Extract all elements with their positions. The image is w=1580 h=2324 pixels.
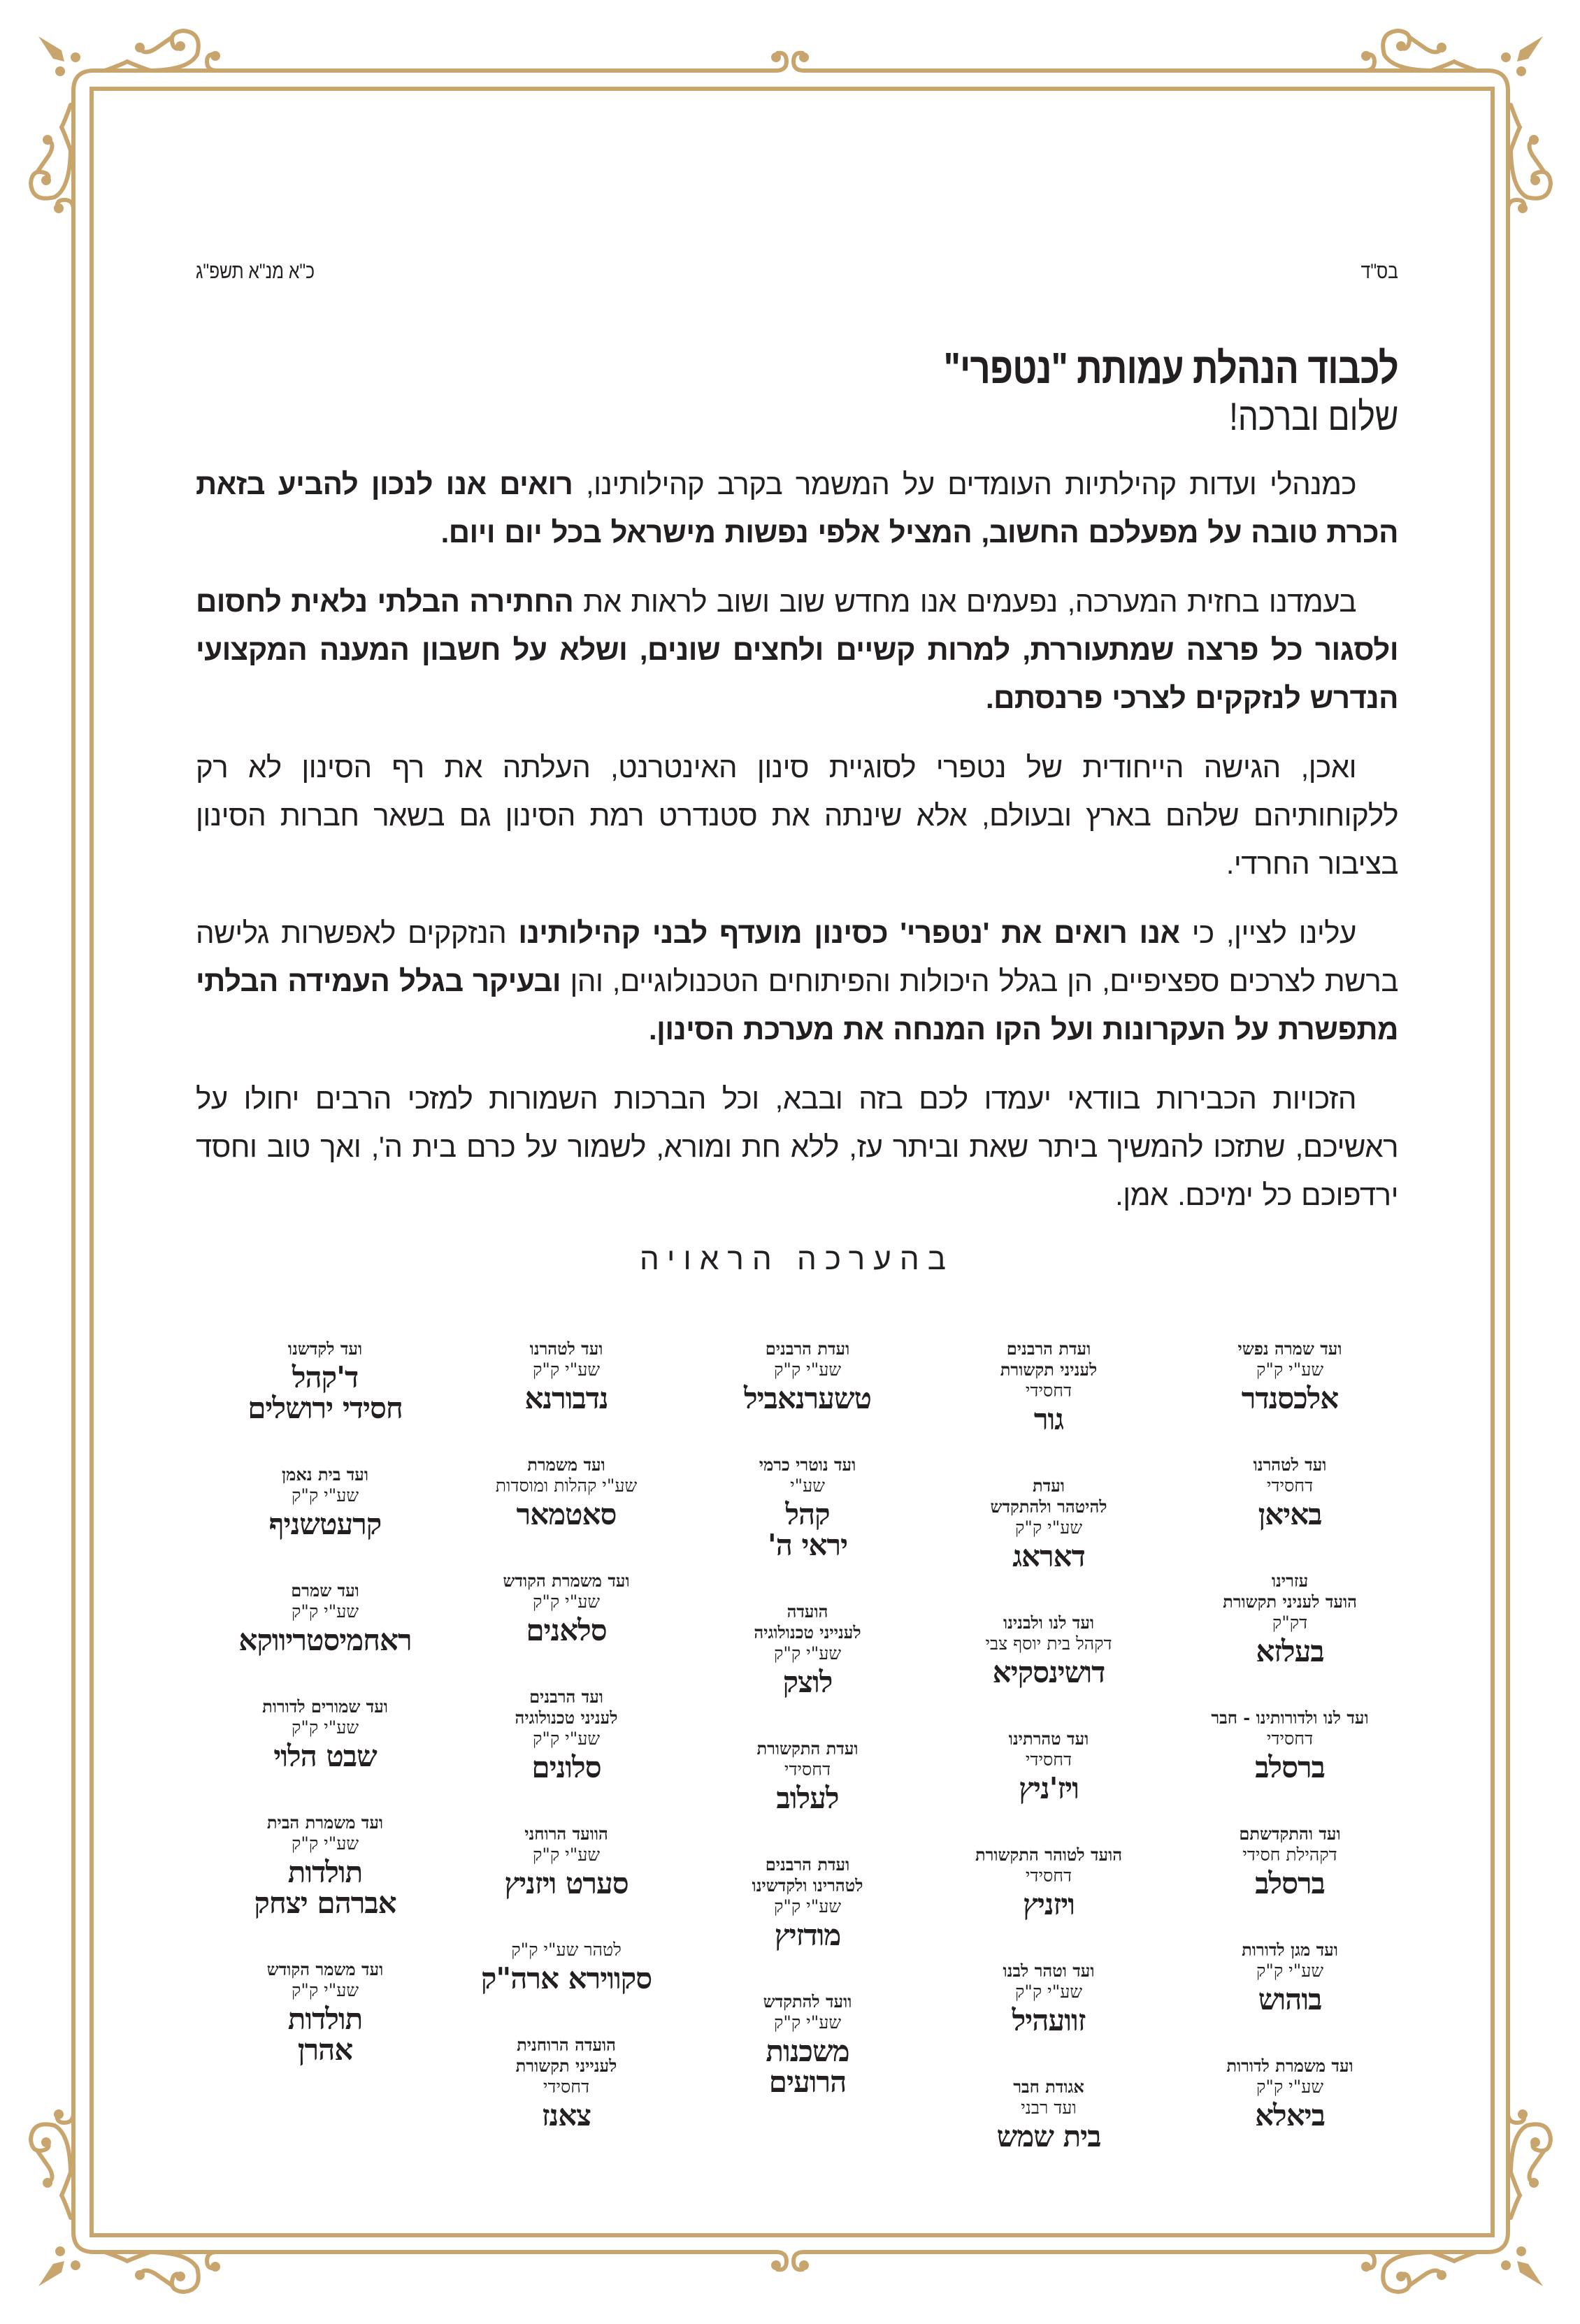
community-name: תולדות [287,1855,363,1889]
committee-name: לטהרינו ולקדשינו [752,1875,863,1896]
community-name: ראחמיסטריווקא [238,1623,412,1657]
curl-dot [1501,52,1511,62]
signature-block [516,2035,617,2131]
signature-block [269,1464,381,1540]
paragraph-bold-text: אנו רואים את 'נטפרי' כסינון מועדף לבני קהילותינו [518,916,1180,949]
committee-affiliation: שע"י ק"ק [532,1845,601,1865]
committee-affiliation: שע"י ק"ק [773,1359,842,1380]
signature-block [1003,1961,1095,2036]
paragraph-bold-text: ובעיקר בגלל העמידה הבלתי מתפשרת על העקרונות ועל הקו המנחה את מערכת הסינון. [196,965,1398,1046]
committee-affiliation: שע"י ק"ק [773,2012,842,2033]
paragraph [196,460,1398,556]
community-name: צאנז [541,2098,591,2132]
bsd-mark: בס"ד [1360,260,1398,283]
curl-dot [210,2262,220,2272]
signature-block [1000,1338,1097,1435]
curl-dot [1437,43,1446,52]
greeting: שלום וברכה! [1228,394,1398,438]
corner-spear [38,2261,64,2286]
signature-block [1226,2056,1353,2131]
committee-name: להיטהר ולהתקדש [990,1496,1107,1517]
paragraph [196,743,1398,888]
curl-dot [771,2260,781,2270]
signature-block [754,1601,861,1698]
community-name: הרועים [768,2065,847,2099]
signature-column [210,1338,440,2193]
committee-affiliation: דחסידי [1025,1865,1072,1886]
signature-block [496,1455,637,1530]
curl-dot [175,41,185,51]
committee-name: הוועד הרוחני [524,1824,608,1844]
curl-dot [1529,2178,1539,2188]
community-name: אברהם יצחק [254,1886,396,1920]
community-name: ויזניץ [1022,1887,1075,1921]
committee-affiliation: שע"י [790,1475,825,1496]
signature-block [1242,1940,1338,2015]
signature-block [1223,1571,1357,1667]
signature-block [524,1338,608,1414]
committee-affiliation: דק"ק [1272,1612,1308,1633]
signature-block [1238,1338,1342,1414]
signature-column [451,1338,682,2193]
community-name: מודזיץ [774,1918,841,1952]
community-name: אלכסנדר [1241,1381,1339,1415]
committee-name: ועד לנו ולדורותינו - חבר [1211,1708,1369,1728]
signature-block [744,1338,871,1414]
paragraph-text: עלינו לציין, כי [1179,916,1356,949]
curl-dot [210,51,220,61]
community-name: בעלזא [1256,1634,1324,1668]
committee-affiliation: דקהל בית יוסף צבי [985,1633,1112,1654]
paragraph [196,577,1398,722]
committee-affiliation: דחסידי [1025,1749,1072,1770]
community-name: זוועהיל [1012,2003,1086,2037]
community-name: אהרן [297,2033,353,2067]
committee-name: ועד והתקדשתם [1239,1824,1341,1844]
committee-name: ועדת [1033,1475,1065,1496]
corner-spear [38,36,64,62]
community-name: שבט הלוי [273,1739,377,1773]
committee-affiliation: שע"י ק"ק [532,1359,601,1380]
signature-block [1009,1728,1089,1804]
signature-block [1254,1455,1327,1530]
committee-name: לעניני טכנולוגיה [515,1708,618,1728]
paragraph [196,1074,1398,1219]
committee-affiliation: שע"י ק"ק [1256,1359,1324,1380]
committee-name: ועד משמרת הקודש [503,1571,630,1591]
committee-name: לענייני תקשורת [515,2056,617,2076]
letter-date: כ"א מנ"א תשפ"ג [196,260,315,283]
signature-block [975,1845,1122,1920]
committee-affiliation: דחסידי [1266,1728,1314,1749]
committee-affiliation: שע"י קהלות ומוסדות [495,1475,638,1496]
signature-block [1211,1708,1368,1783]
curl-dot [799,2260,809,2270]
signature-block [481,1940,652,1994]
community-name: דאראג [1012,1539,1085,1573]
community-name: דושינסקיא [992,1655,1105,1689]
committee-name: לעניני תקשורת [1000,1359,1098,1380]
curl-dot [41,175,51,185]
signature-block [986,1612,1112,1688]
committee-name: ועד משמרת לדורות [1226,2056,1353,2076]
committee-affiliation: שע"י ק"ק [291,1485,359,1506]
corner-spear [1517,36,1543,62]
curl-dot [1516,2246,1526,2256]
curl-dot [54,203,64,213]
paragraphs [196,460,1398,1219]
committee-name: ועד שמרם [291,1580,359,1601]
letter-title: לכבוד הנהלת עמותת "נטפרי" [943,345,1398,393]
committee-name: לענייני טכנולוגיה [754,1622,861,1643]
curl-dot [1396,2272,1406,2281]
community-name: קרעטשניף [268,1507,382,1541]
committee-name: ועד וטהר לבנו [1003,1961,1095,1981]
signature-block [238,1580,411,1656]
committee-name: ועד לטהרנו [1253,1455,1327,1475]
corner-ornament-top-right [1361,31,1551,213]
curl-dot [55,2246,65,2256]
committee-affiliation: דחסידי [543,2077,590,2097]
signature-block [759,1455,856,1561]
community-name: ברסלב [1255,1866,1325,1900]
signature-block [997,2077,1101,2152]
committee-name: ועד לטהרנו [529,1338,603,1359]
community-name: טשערנאביל [743,1381,872,1415]
signature-block [503,1571,629,1646]
community-name: ביאלא [1255,2098,1325,2132]
community-name: גור [1033,1402,1064,1436]
curl-dot [135,2270,145,2280]
committee-name: ועד נוטרי כרמי [759,1455,856,1475]
curl-dot [1437,2270,1446,2280]
committee-affiliation: שע"י ק"ק [1256,2077,1324,2097]
committee-name: ועדת התקשורת [756,1738,859,1759]
community-name: תולדות [287,2002,363,2036]
paragraph-text: הנזקקים לאפשרות גלישה ברשת לצרכים ספציפיים, הן בגלל היכולות והפיתוחים הטכנולוגיים, והן [196,916,1398,997]
corner-ornament-top-left [31,31,220,213]
corner-ornament-bottom-left [31,2109,220,2292]
curl-dot [135,43,145,52]
committee-name: ועד לקדשנו [287,1338,363,1359]
signature-block [504,1824,628,1899]
committee-name: ועד משמרת [527,1455,605,1475]
signature-block [247,1338,403,1424]
signature-block [515,1687,618,1783]
curl-dot [43,2178,52,2188]
community-name: סלאנים [526,1613,607,1647]
mid-ornament-top [771,52,809,71]
signature-block [262,1696,388,1772]
community-name: ויז'ניץ [1019,1771,1079,1805]
community-name: משכנות [766,2034,849,2068]
curl-dot [771,52,781,62]
signature-block [756,1738,858,1814]
committee-affiliation: שע"י ק"ק [291,1601,359,1622]
community-name: יראי ה' [767,1528,848,1562]
curl-dot [1396,41,1406,51]
curl-dot [1529,135,1539,145]
paragraph [196,909,1398,1053]
paragraph-text: בעמדנו בחזית המערכה, נפעמים אנו מחדש שוב ושוב לראות את [573,585,1356,618]
committee-name: ועד שמורים לדורות [262,1696,388,1717]
signature-block [763,1991,852,2098]
committee-name: ועד מגן לדורות [1242,1940,1338,1960]
corner-spear [1517,2261,1543,2286]
community-name: ברסלב [1255,1750,1325,1784]
committee-name: הועד לטוהר התקשורת [975,1845,1123,1865]
committee-name: ועד משמר הקודש [266,1959,384,1979]
community-name: באיאן [1258,1497,1322,1531]
committee-name: ועד לנו ולבנינו [1003,1612,1095,1633]
header-row [196,252,1398,294]
curl-dot [799,52,809,62]
committee-affiliation: שע"י ק"ק [291,1717,359,1738]
community-name: סקווירא ארה"ק [480,1961,652,1995]
curl-dot [54,2109,64,2119]
curl-dot [71,52,80,62]
committee-affiliation: דחסידי [1025,1380,1072,1401]
committee-affiliation: שע"י ק"ק [773,1643,842,1663]
closing-line: בהערכה הראויה [639,1242,955,1276]
curl-dot [55,66,65,76]
community-name: נדבורנא [524,1381,608,1415]
committee-name: הועדה [787,1601,828,1622]
community-name: חסידי ירושלים [247,1391,403,1425]
signature-block [267,1959,384,2065]
committee-affiliation: לטהר שע"י ק"ק [511,1940,622,1960]
community-name: לוצק [782,1665,833,1699]
committee-affiliation: שע"י ק"ק [291,1980,359,2000]
paragraph-bold-text: רואים אנו לנכון להביע בזאת הכרת טובה על מפעלכם החשוב, המציל אלפי נפשות מישראל בכל יום ויום. [196,468,1398,549]
committee-affiliation: שע"י ק"ק [773,1896,842,1917]
signature-column [692,1338,923,2193]
committee-name: ועד שמרה נפשי [1237,1338,1342,1359]
signature-column [933,1338,1164,2193]
paragraph-bold-text: החתירה הבלתי נלאית לחסום ולסגור כל פרצה שמתעוררת, למרות קשיים ולחצים שונים, ושלא על חשבון המענה המקצועי הנדרש לנזקקים לצרכי פרנסתם. [196,585,1398,714]
community-name: בוהוש [1258,1982,1322,2016]
community-name: לעלוב [776,1781,839,1815]
committee-affiliation: דחסידי [784,1759,831,1780]
community-name: סערט ויזניץ [504,1866,629,1900]
committee-affiliation: דקהילת חסידי [1242,1845,1337,1865]
mid-ornament-bottom [771,2252,809,2270]
signature-column [1175,1338,1405,2193]
curl-dot [41,2137,51,2147]
community-name: סאטמאר [516,1497,617,1531]
curl-dot [1361,51,1371,61]
community-name: ד'קהל [292,1360,359,1394]
community-name: בית שמש [996,2119,1101,2153]
curl-dot [1518,203,1528,213]
signature-block [752,1854,863,1951]
curl-dot [43,135,52,145]
committee-name: אגודת חבר [1013,2077,1084,2097]
committee-name: הועדה הרוחנית [517,2035,616,2055]
signature-block [254,1812,396,1919]
curl-dot [71,2260,80,2270]
committee-name: עזרינו [1271,1571,1309,1591]
curl-dot [1530,175,1540,185]
signatures-grid [210,1338,1405,2193]
committee-affiliation: שע"י ק"ק [1014,1982,1083,2002]
committee-name: הועד לעניני תקשורת [1223,1592,1357,1612]
committee-affiliation: שע"י ק"ק [532,1728,601,1749]
committee-name: ועד בית נאמן [282,1464,369,1485]
committee-affiliation: ועד רבני [1021,2098,1077,2118]
committee-name: וועד להתקדש [763,1991,852,2012]
community-name: סלונים [531,1750,601,1784]
committee-affiliation: שע"י ק"ק [1014,1517,1083,1538]
committee-affiliation: דחסידי [1266,1475,1314,1496]
committee-name: ועדת הרבנים [765,1338,850,1359]
paragraph-text: הזכויות הכבירות בוודאי יעמדו לכם בזה ובבא, וכל הברכות השמורות למזכי הרבים יחולו על ראשיכם, שתזכו להמשיך ביתר שאת וביתר עז, ללא חת ומורא, לשמור על כרם בית ה', ואך טוב וחסד ירדפוכם כל ימיכם. אמן. [196,1082,1398,1211]
committee-name: ועד הרבנים [529,1687,603,1707]
letter-body [196,252,1398,1280]
community-name: קהל [785,1497,830,1531]
signature-block [991,1475,1107,1572]
committee-affiliation: שע"י ק"ק [532,1592,601,1612]
curl-dot [175,2272,185,2281]
committee-affiliation: שע"י ק"ק [291,1833,359,1854]
committee-name: ועד טהרתינו [1008,1728,1089,1749]
curl-dot [1361,2262,1371,2272]
committee-name: ועד משמרת הבית [266,1812,384,1833]
signature-block [1239,1824,1340,1899]
committee-name: ועדת הרבנים [765,1854,850,1875]
curl-dot [1516,66,1526,76]
paragraph-text: כמנהלי ועדות קהילתיות העומדים על המשמר בקרב קהילותינו, [573,468,1356,500]
committee-affiliation: שע"י ק"ק [1256,1961,1324,1981]
curl-dot [1518,2109,1528,2119]
curl-dot [1501,2260,1511,2270]
paragraph-text: ואכן, הגישה הייחודית של נטפרי לסוגיית סינון האינטרנט, העלתה את רף הסינון לא רק ללקוחותיהם שלהם בארץ ובעולם, אלא שינתה את סטנדרט רמת הסינון גם בשאר חברות הסינון בציבור החרדי. [196,751,1398,880]
curl-dot [1530,2137,1540,2147]
committee-name: ועדת הרבנים [1006,1338,1091,1359]
